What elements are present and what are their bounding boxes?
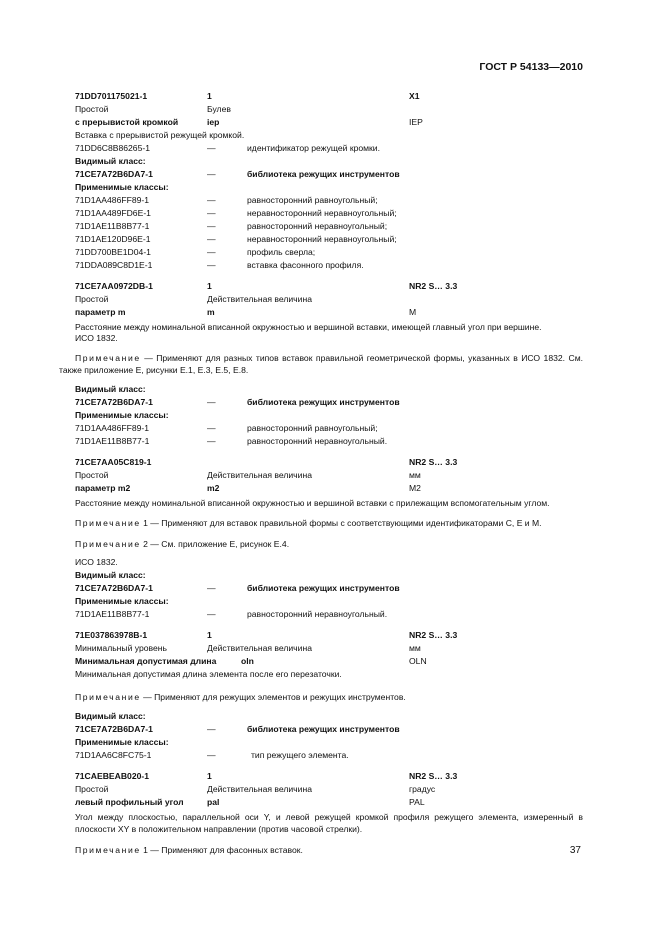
class-code: 71CE7A72B6DA7-1 <box>75 723 153 734</box>
dash: — <box>207 260 216 270</box>
dash: — <box>207 422 216 433</box>
entry-desc-row <box>75 670 583 683</box>
entry-id-code: 71DD6C8B86265-1 <box>75 143 151 153</box>
entry-code: 71E037863978B-1 <box>75 630 148 640</box>
entry-type: Минимальный уровень <box>75 643 168 653</box>
class-text: библиотека режущих инструментов <box>247 396 400 407</box>
entry-code: 71CE7AA0972DB-1 <box>75 281 153 291</box>
entry-name-row <box>75 484 583 497</box>
entry-name-row <box>75 308 583 321</box>
entry-value-type: Действительная величина <box>207 294 312 304</box>
class-text: равносторонний равноугольный; <box>247 195 378 205</box>
note <box>59 538 583 551</box>
entry-code: 71CE7AA05C819-1 <box>75 456 152 467</box>
entry-head-row <box>75 772 583 785</box>
class-code: 71D1AE11B8B77-1 <box>75 609 150 619</box>
class-code: 71CE7A72B6DA7-1 <box>75 169 153 179</box>
note <box>59 352 583 377</box>
note-text: 2 — См. приложение Е, рисунок Е.4. <box>140 538 290 549</box>
dash: — <box>207 583 216 593</box>
dash: — <box>207 195 216 205</box>
class-code: 71CE7A72B6DA7-1 <box>75 583 153 593</box>
class-text: библиотека режущих инструментов <box>247 169 400 179</box>
class-text: профиль сверла; <box>247 247 316 257</box>
dash: — <box>207 234 216 244</box>
entry-block-1 <box>75 92 583 274</box>
entry-iso-row <box>75 334 583 347</box>
entry-symbol: oln <box>241 656 254 666</box>
entry-symbol: pal <box>207 796 220 807</box>
entry-tag: NR2 S… 3.3 <box>409 281 458 291</box>
class-code: 71DD700BE1D04-1 <box>75 247 151 257</box>
class-code: 71CE7A72B6DA7-1 <box>75 396 153 407</box>
entry-head-row <box>75 282 583 295</box>
note <box>59 517 583 530</box>
label: Применимые классы: <box>75 736 169 747</box>
entry-name: параметр m2 <box>75 482 131 493</box>
entry-unit: мм <box>409 469 421 480</box>
note <box>59 844 583 857</box>
entry-abbr: M <box>409 307 417 317</box>
entry-block-2 <box>59 281 583 450</box>
entry-type: Простой <box>75 294 109 304</box>
class-text: тип режущего элемента. <box>251 749 349 760</box>
class-code: 71D1AA486FF89-1 <box>75 195 150 205</box>
entry-description: Угол между плоскостью, параллельной оси Y, и левой режущей кромкой профиля режущего элемента, измеренный в плоскости XY в положительном направлении (против часовой стрелки). <box>75 811 583 834</box>
entry-name-row <box>75 798 583 811</box>
entry-num: 1 <box>207 91 212 101</box>
entry-tag: X1 <box>409 91 420 101</box>
class-code: 71D1AE11B8B77-1 <box>75 435 150 446</box>
label: Видимый класс: <box>75 710 146 721</box>
entry-name: Минимальная допустимая длина <box>75 656 217 666</box>
applicable-row <box>75 751 583 764</box>
visible-class-label <box>75 385 583 398</box>
class-code: 71D1AA489FD6E-1 <box>75 208 151 218</box>
class-text: библиотека режущих инструментов <box>247 583 400 593</box>
note <box>59 691 583 704</box>
dash: — <box>207 609 216 619</box>
dash: — <box>207 396 216 407</box>
entry-type: Простой <box>75 783 109 794</box>
entry-symbol: m <box>207 307 215 317</box>
note-text: — Применяют для разных типов вставок правильной геометрической формы, указанных в ИСО 1832. См. также приложение Е, рисунки Е.1, Е.3, Е.5, Е.8. <box>59 352 583 375</box>
class-code: 71D1AA6C8FC75-1 <box>75 749 152 760</box>
entry-id-row <box>75 144 583 157</box>
visible-class-row <box>75 725 583 738</box>
entry-type: Простой <box>75 469 109 480</box>
applicable-row <box>75 437 583 450</box>
dash: — <box>207 749 216 760</box>
entry-block-3 <box>75 458 583 624</box>
entry-value-type: Действительная величина <box>207 469 312 480</box>
label: Видимый класс: <box>75 570 146 580</box>
class-code: 71DDA089C8D1E-1 <box>75 260 153 270</box>
dash: — <box>207 143 216 153</box>
entry-abbr: PAL <box>409 796 425 807</box>
entry-abbr: IEP <box>409 117 423 127</box>
label: Видимый класс: <box>75 156 146 166</box>
entry-head-row <box>75 92 583 105</box>
visible-class-row <box>75 398 583 411</box>
applicable-row <box>75 424 583 437</box>
entry-abbr: M2 <box>409 482 421 493</box>
entry-num: 1 <box>207 630 212 640</box>
entry-id-text: идентификатор режущей кромки. <box>247 143 380 153</box>
entry-name: левый профильный угол <box>75 796 184 807</box>
entry-symbol: m2 <box>207 482 220 493</box>
entry-name: параметр m <box>75 307 126 317</box>
applicable-classes-label <box>75 411 583 424</box>
class-code: 71D1AE120D96E-1 <box>75 234 151 244</box>
class-code: 71D1AE11B8B77-1 <box>75 221 150 231</box>
entry-tag: NR2 S… 3.3 <box>409 770 458 781</box>
class-text: библиотека режущих инструментов <box>247 723 400 734</box>
dash: — <box>207 169 216 179</box>
class-text: неравносторонний неравноугольный; <box>247 208 397 218</box>
dash: — <box>207 247 216 257</box>
class-text: равносторонний неравноугольный. <box>247 435 388 446</box>
note-label: Примечание <box>75 844 141 855</box>
entry-description: Расстояние между номинальной вписанной окружностью и вершиной вставки, имеющей главный угол при вершине. <box>75 322 542 332</box>
entry-type-row <box>75 471 583 484</box>
dash: — <box>207 221 216 231</box>
entry-iso: ИСО 1832. <box>75 557 118 567</box>
entry-value-type: Действительная величина <box>207 783 312 794</box>
entry-tag: NR2 S… 3.3 <box>409 456 458 467</box>
note-text: — Применяют для режущих элементов и режущих инструментов. <box>140 692 406 702</box>
entry-type: Простой <box>75 104 109 114</box>
entry-num: 1 <box>207 281 212 291</box>
entry-value-type: Действительная величина <box>207 643 312 653</box>
visible-class-label <box>75 712 583 725</box>
class-text: неравносторонний неравноугольный; <box>247 234 397 244</box>
label: Применимые классы: <box>75 596 169 606</box>
entry-symbol: iep <box>207 117 220 127</box>
entry-type-row <box>75 785 583 798</box>
document-code: ГОСТ Р 54133—2010 <box>479 61 583 73</box>
class-text: равносторонний неравноугольный. <box>247 609 388 619</box>
note-label: Примечание <box>75 692 141 702</box>
note-label: Примечание <box>75 352 141 363</box>
entry-code: 71CAEBEAB020-1 <box>75 770 150 781</box>
entry-code: 71DD701175021-1 <box>75 91 148 101</box>
class-text: вставка фасонного профиля. <box>247 260 364 270</box>
entry-description: Вставка с прерывистой режущей кромкой. <box>75 130 245 140</box>
note-label: Примечание <box>75 538 141 549</box>
entry-value-type: Булев <box>207 104 231 114</box>
entry-unit: градус <box>409 783 436 794</box>
page-number: 37 <box>569 845 581 856</box>
page-content <box>59 91 583 864</box>
entry-unit: мм <box>409 643 421 653</box>
entry-type-row <box>75 295 583 308</box>
class-text: равносторонний неравноугольный; <box>247 221 388 231</box>
entry-description: Минимальная допустимая длина элемента после его перезаточки. <box>75 669 342 679</box>
entry-tag: NR2 S… 3.3 <box>409 630 458 640</box>
dash: — <box>207 723 216 734</box>
label: Видимый класс: <box>75 383 146 394</box>
entry-iso: ИСО 1832. <box>75 332 118 343</box>
applicable-row <box>75 235 583 248</box>
label: Применимые классы: <box>75 182 169 192</box>
label: Применимые классы: <box>75 409 169 420</box>
dash: — <box>207 435 216 446</box>
note-text: 1 — Применяют для вставок правильной формы с соответствующими идентификаторами С, Е и М. <box>140 518 542 528</box>
entry-block-5 <box>75 772 583 857</box>
applicable-classes-label <box>75 738 583 751</box>
applicable-row <box>75 610 583 623</box>
dash: — <box>207 208 216 218</box>
note-text: 1 — Применяют для фасонных вставок. <box>140 844 303 855</box>
applicable-row <box>75 261 583 274</box>
entry-name: с прерывистой кромкой <box>75 117 179 127</box>
class-text: равносторонний равноугольный; <box>247 422 378 433</box>
entry-head-row <box>75 458 583 471</box>
entry-num: 1 <box>207 770 212 781</box>
entry-block-4 <box>75 631 583 764</box>
class-code: 71D1AA486FF89-1 <box>75 422 150 433</box>
entry-iso-row <box>75 558 583 571</box>
note-label: Примечание <box>75 518 141 528</box>
entry-abbr: OLN <box>409 656 427 666</box>
entry-description: Расстояние между номинальной вписанной окружностью и вершиной вставки с прилежащим вспомогательным углом. <box>75 497 550 508</box>
